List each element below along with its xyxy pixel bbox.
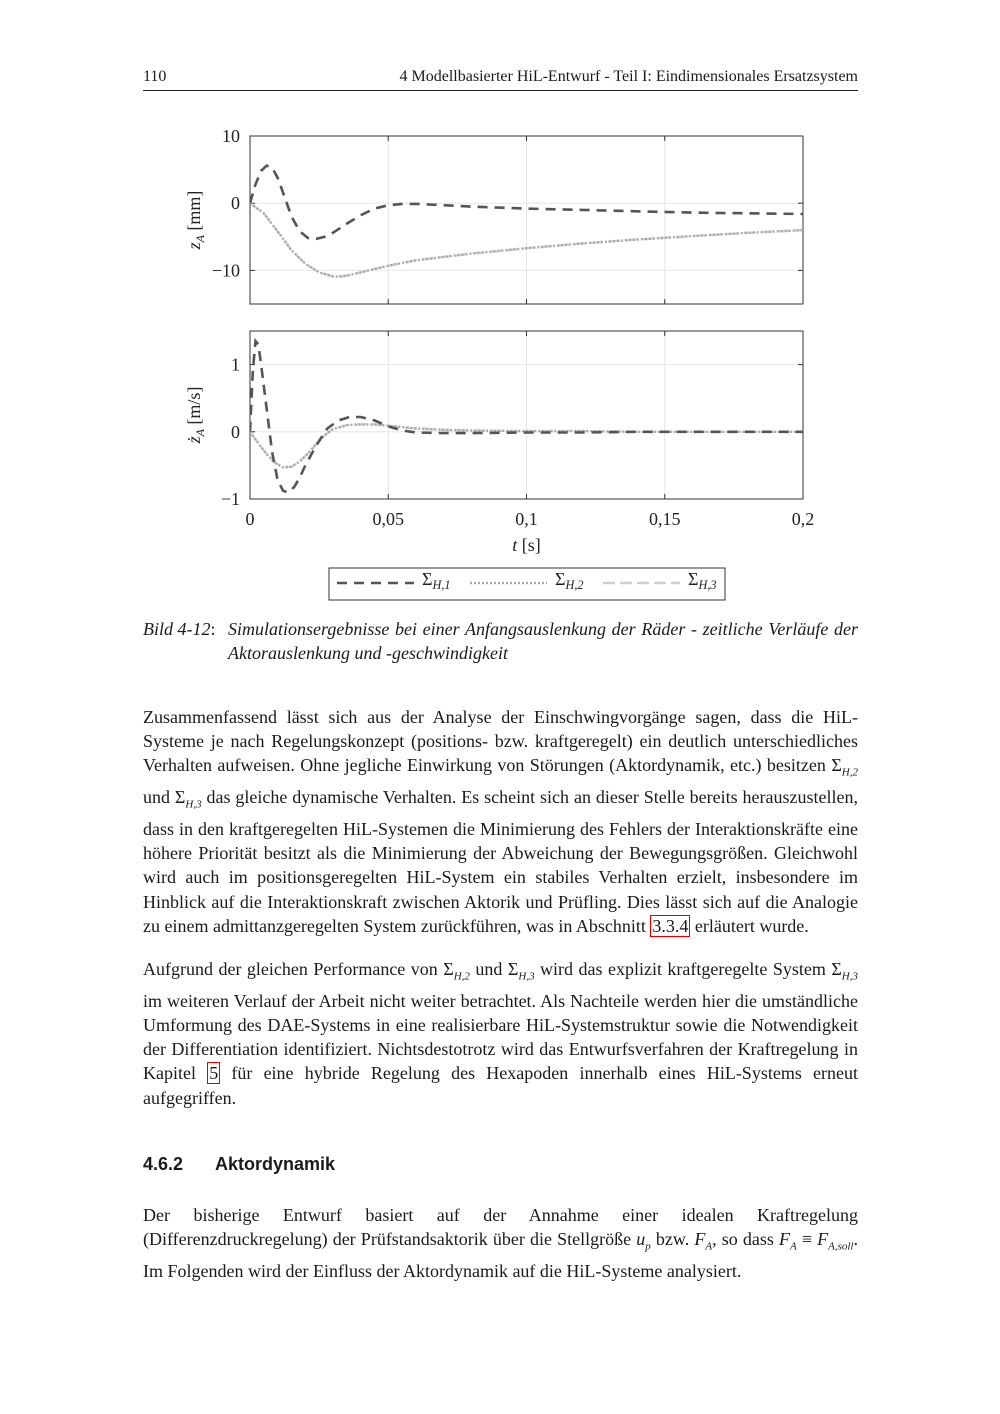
section-ref-link[interactable]: 3.3.4 [652,915,689,936]
y-tick-label: 1 [231,354,240,375]
y-axis-label: $ż_A$ [m/s] [184,386,207,444]
caption-text: Simulationsergebnisse bei einer Anfangsauslenkung der Räder - zeitliche Verläufe der Aktorauslenkung und -geschwindigkeit [228,619,858,663]
legend-label: $\Sigma_{H,3}$ [688,569,717,592]
figure-plots [0,110,1000,610]
y-tick-label: 0 [231,193,240,214]
x-tick-label: 0,05 [372,509,404,529]
page-header [143,66,858,91]
page-number: 110 [143,68,167,85]
section-heading [143,1154,335,1175]
x-tick-label: 0,1 [515,509,538,529]
plot-velocity [184,331,814,555]
x-tick-label: 0,2 [791,509,815,529]
legend [329,568,725,600]
caption-label: Bild 4-12 [143,619,211,639]
section-number: 4.6.2 [143,1154,184,1174]
paragraph-1: Zusammenfassend lässt sich aus der Analyse der Einschwingvorgänge sagen, dass die HiL-Systeme je nach Regelungskonzept (positions- bzw. kraftgeregelt) ein deutlich unterschiedliches Verhalten aufweisen. Ohne jegliche Einwirkung von Störungen (Aktordynamik, etc.) besitzen $\Sigma_{H,2}$ und $\Sigma_{H,3}$ das gleiche dynamische Verhalten. Es scheint sich an dieser Stelle bereits herauszustellen, dass in den kraftgeregelten HiL-Systemen die Minimierung des Fehlers der Interaktionskräfte eine höhere Priorität besitzt als die Minimierung der Abweichung der Bewegungsgrößen. Gleichwohl wird auch im positionsgeregelten HiL-System ein stabiles Verhalten erzielt, insbesondere im Hinblick auf die Interaktionskraft zwischen Aktorik und Prüfling. Dies lässt sich auf die Analogie zu einem admittanzgeregelten System zurückführen, was in Abschnitt 3.3.4 erläutert wurde. [143,707,858,936]
y-tick-label: 0 [231,421,240,442]
y-tick-label: −1 [220,489,240,509]
x-tick-label: 0,15 [649,509,681,529]
chapter-ref-link[interactable]: 5 [209,1063,219,1084]
x-axis-label: t [s] [512,535,541,555]
plot-position [184,126,803,304]
legend-label: $\Sigma_{H,1}$ [422,569,451,592]
paragraph-2: Aufgrund der gleichen Performance von $\Sigma_{H,2}$ und $\Sigma_{H,3}$ wird das explizit kraftgeregelte System $\Sigma_{H,3}$ im weiteren Verlauf der Arbeit nicht weiter betrachtet. Als Nachteile werden hier die umständliche Umformung des DAE-Systems in eine realisierbare HiL-Systemstruktur sowie die Notwendigkeit der Differentiation identifiziert. Nichtsdestotrotz wird das Entwurfsverfahren der Kraftregelung in Kapitel 5 für eine hybride Regelung des Hexapoden innerhalb eines HiL-Systems erneut aufgegriffen. [143,959,858,1108]
paragraph-3: Der bisherige Entwurf basiert auf der Annahme einer idealen Kraftregelung (Differenzdruckregelung) der Prüfstandsaktorik über die Stellgröße $u_p$ bzw. $F_A$, so dass $F_A \equiv F_{A,soll}$. Im Folgenden wird der Einfluss der Aktordynamik auf die HiL-Systeme analysiert. [143,1205,858,1281]
x-tick-label: 0 [245,509,255,529]
y-axis-label: $z_A$ [mm] [184,190,207,250]
section-title: Aktordynamik [215,1154,336,1174]
y-tick-label: −10 [211,260,240,281]
y-tick-label: 10 [222,126,240,146]
running-title: 4 Modellbasierter HiL-Entwurf - Teil I: Eindimensionales Ersatzsystem [399,68,858,85]
legend-label: $\Sigma_{H,2}$ [555,569,584,592]
